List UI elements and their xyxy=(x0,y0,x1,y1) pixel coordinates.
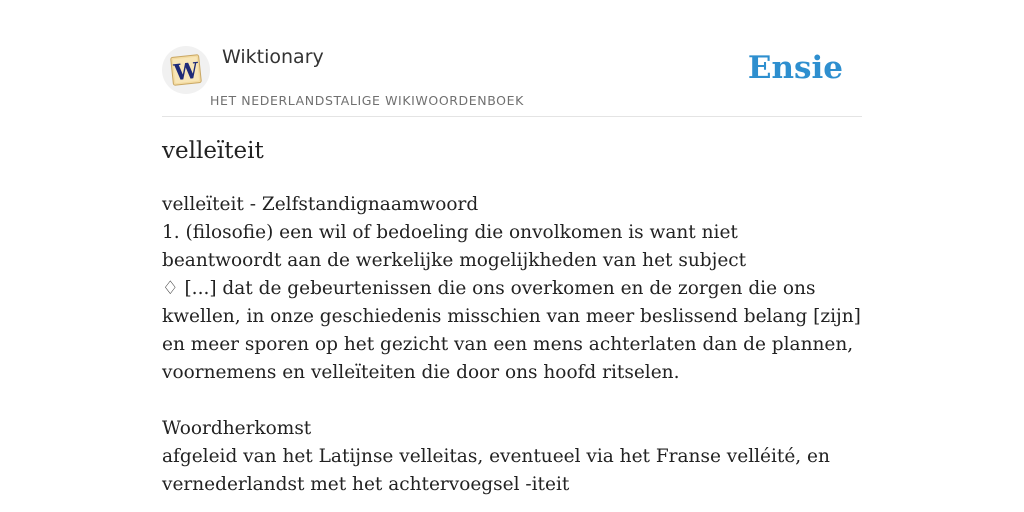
definition-text: 1. (filosofie) een wil of bedoeling die onvolkomen is want niet beantwoordt aan de werkelijke mogelijkheden van het subject xyxy=(162,222,747,271)
ensie-brand-logo[interactable]: Ensie xyxy=(747,50,843,86)
example-text: ♢ [...] dat de gebeurtenissen die ons overkomen en de zorgen die ons kwellen, in onze geschiedenis misschien van meer beslissend belang [zijn] en meer sporen op het gezicht van een mens achterlaten dan de plannen, voornemens en velleïteiten die door ons hoofd ritselen. xyxy=(162,278,861,383)
etymology-text: afgeleid van het Latijnse velleitas, eventueel via het Franse velléité, en vernederlandst met het achtervoegsel -iteit xyxy=(162,446,830,495)
page-container xyxy=(162,0,862,512)
paragraph-gap xyxy=(162,387,862,415)
entry-content xyxy=(162,191,862,499)
wiktionary-logo-icon[interactable] xyxy=(162,46,210,94)
site-tagline: HET NEDERLANDSTALIGE WIKIWOORDENBOEK xyxy=(210,93,524,108)
word-class-line: velleïteit - Zelfstandignaamwoord xyxy=(162,194,479,215)
svg-text:W: W xyxy=(172,57,200,87)
etymology-heading: Woordherkomst xyxy=(162,418,312,439)
site-name[interactable]: Wiktionary xyxy=(222,46,324,68)
site-header xyxy=(162,44,862,117)
page-title: velleïteit xyxy=(162,138,264,164)
